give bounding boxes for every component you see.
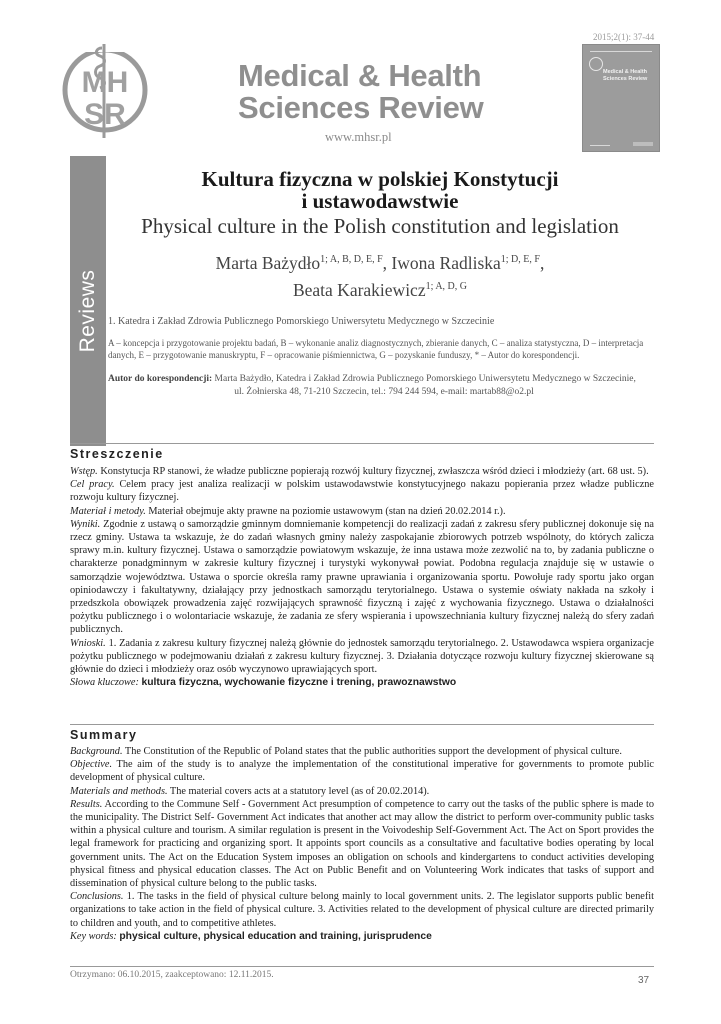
page-number: 37 [638,975,650,986]
contributions-note: A – koncepcja i przygotowanie projektu badań, B – wykonanie analiz diagnostycznych, zbieranie danych, C – analiza statystyczna, D – interpretacja danych, E – przygotowanie manuskryptu, F – opracowanie piśmiennictwa, G – pozyskanie funduszy, * – Autor do korespondencji. [108,338,644,360]
author-name: Beata Karakiewicz [292,280,426,300]
section-divider [70,724,654,725]
paragraph-text: According to the Commune Self - Government Act presumption of competence to carry out the tasks of the public sphere is made to the municipality. The District Self- Government Act indicates that another act may allow the district to perform over-community public tasks within a physical culture and tourism. A similar regulation is present in the Voivodeship Self-Government Act. The Act on Sport provides the legal framework for practicing and organizing sport. It appoints sport councils as a consultative and facultative bodies operating by local government units. The Act on the Education System imposes an obligation on schools and kindergartens to conduct activities developing physical fitness and physical education classes. The Act on Public Benefit and on Volunteering Work indicates that tasks of support and dissemination of physical culture belong to the public tasks. [70,798,654,890]
article-title-pl-line2: i ustawodawstwie [301,189,459,213]
keywords-line [70,676,654,689]
journal-logo [60,40,150,144]
abstract-paragraph [70,890,654,930]
author-separator: , [539,253,545,273]
paragraph-text: 1. The tasks in the field of physical culture belong mainly to local government units. 2. The legislator supports public benefit organizations to take action in the field of physical culture. 3. Activities related to the development of physical culture are directed primarily to children and youth, and to competitive athletes. [70,891,654,929]
abstract-paragraph [70,798,654,890]
journal-title [238,60,538,124]
abstract-paragraph [70,745,654,758]
section-label: Reviews [76,269,99,353]
paragraph-text: The material covers acts at a statutory level (as of 20.02.2014). [169,785,430,797]
paragraph-text: The aim of the study is to analyze the implementation of the constitutional imperative for governments to promote public development of physical culture. [70,759,654,784]
article-title-pl-line1: Kultura fizyczna w polskiej Konstytucji [201,167,559,191]
cover-rule [590,51,652,52]
abstract-paragraph [70,505,654,518]
cover-publisher-logo [633,142,653,146]
author-name: Marta Bażydło [215,253,321,273]
paragraph-text: Materiał obejmuje akty prawne na poziomie ustawowym (stan na dzień 20.02.2014 r.). [148,505,506,517]
paragraph-label: Wnioski. [70,637,106,649]
keywords: physical culture, physical education and training, jurisprudence [119,930,432,942]
paragraph-label: Wyniki. [70,518,101,530]
volume-pages: 2015;2(1): 37-44 [593,32,655,42]
summary-heading: Summary [70,728,138,742]
abstract-paragraph [70,465,654,478]
abstract-paragraph [70,518,654,637]
correspondence-label: Autor do korespondencji: [108,374,213,384]
paragraph-text: Konstytucja RP stanowi, że władze publiczne popierają rozwój kultury fizycznej, zwłaszcza wśród dzieci i młodzieży (art. 68 ust. 5). [100,466,649,477]
affiliation: 1. Katedra i Zakład Zdrowia Publicznego Pomorskiego Uniwersytetu Medycznego w Szczecinie [108,316,495,327]
cover-title: Medical & Health Sciences Review [603,69,648,82]
summary-body [70,745,654,943]
streszczenie-body [70,465,654,689]
received-accepted-dates: Otrzymano: 06.10.2015, zaakceptowano: 12.11.2015. [70,970,274,980]
author-name: Iwona Radliska [391,253,501,273]
keywords-label: Key words: [70,930,117,942]
paragraph-label: Results. [70,798,103,810]
author-affiliation-marks: 1; D, E, F [500,254,540,265]
correspondence-line2: ul. Żołnierska 48, 71-210 Szczecin, tel.: 794 244 594, e-mail: martab88@o2.pl [234,386,534,397]
logo-text-bottom: SR [84,98,126,131]
abstract-paragraph [70,785,654,798]
article-title-en: Physical culture in the Polish constitution and legislation [141,214,619,238]
cover-rule [590,145,610,146]
journal-title-line1: Medical & Health [238,58,482,93]
abstract-paragraph [70,478,654,504]
paragraph-label: Wstęp. [70,466,98,477]
abstract-paragraph [70,637,654,677]
keywords: kultura fizyczna, wychowanie fizyczne i trening, prawoznawstwo [141,677,457,689]
paragraph-text: Celem pracy jest analiza realizacji w polskim ustawodawstwie konstytucyjnego nakazu popierania przez władze publiczne rozwoju kultury fizycznej. [70,479,655,504]
author-affiliation-marks: 1; A, D, G [425,281,468,292]
correspondence-line1: Marta Bażydło, Katedra i Zakład Zdrowia Publicznego Pomorskiego Uniwersytetu Medycznego w Szczecinie, [214,374,636,384]
section-sidebar [70,156,106,446]
section-divider [70,443,654,444]
journal-cover-thumbnail [582,44,660,152]
paragraph-label: Materials and methods. [70,785,168,797]
paragraph-label: Materiał i metody. [70,505,146,517]
abstract-paragraph [70,758,654,784]
streszczenie-heading: Streszczenie [70,447,164,461]
correspondence [108,373,660,398]
paragraph-label: Conclusions. [70,891,124,903]
journal-title-line2: Sciences Review [238,90,484,125]
paragraph-label: Cel pracy. [70,479,115,491]
author-affiliation-marks: 1; A, B, D, E, F [320,254,383,265]
author-list [130,248,630,302]
paragraph-text: 1. Zadania z zakresu kultury fizycznej należą głównie do jednostek samorządu terytorialnego. 2. Ustawodawca wspiera organizacje pożytku publicznego w podejmowaniu działań z zakresu kultury fizycznej. 3. Działania dotyczące rozwoju kultury fizycznej skierowane są głównie do dzieci i młodzieży oraz osób wyczynowo uprawiających sport. [70,637,654,676]
keywords-line [70,930,654,943]
logo-text-top: MH [81,66,129,99]
paragraph-text: The Constitution of the Republic of Poland states that the public authorities support the development of physical culture. [124,746,622,757]
paragraph-text: Zgodnie z ustawą o samorządzie gminnym domniemanie kompetencji do realizacji zadań z zakresu sfery publicznej dokonuje się na rzecz gminy. Ustawa ta wskazuje, że do zadań własnych gminy należy zaspokajanie zbiorowych potrzeb wspólnoty, do których zalicza sprawy m.in. kultury fizycznej. Ustawa o samorządzie powiatowym wskazuje, że inna ustawa może zezwolić na to, by zadania publiczne o charakterze ponadgminnym w zakresie kultury fizycznej i turystyki wykonywał powiat. Podobna regulacja znajduje się w ustawie o samorządzie województwa. Ustawa o sporcie określa ramy prawne uprawiania i organizowania sportu. Powołuje rady sportu jako organ opiniodawczy i fakultatywny, działający przy jednostkach samorządu terytorialnego. Ustawa o systemie oświaty nakłada na szkoły i przedszkola obowiązek prowadzenia zajęć rozwijających sprawność fizyczną i zajęć z wychowania fizycznego. Ustawa o działalności pożytku publicznego i o wolontariacie wskazuje, że zadania ze sfery wspierania i upowszechniania kultury fizycznej należą do sfery zadań publicznych. [70,518,654,636]
cover-logo-icon [589,57,603,71]
article-title-pl [130,168,630,212]
paragraph-label: Objective. [70,759,113,771]
author-separator: , [382,253,392,273]
keywords-label: Słowa kluczowe: [70,677,139,689]
footer-divider [70,966,654,967]
paragraph-label: Background. [70,746,123,757]
journal-url[interactable]: www.mhsr.pl [325,130,392,144]
